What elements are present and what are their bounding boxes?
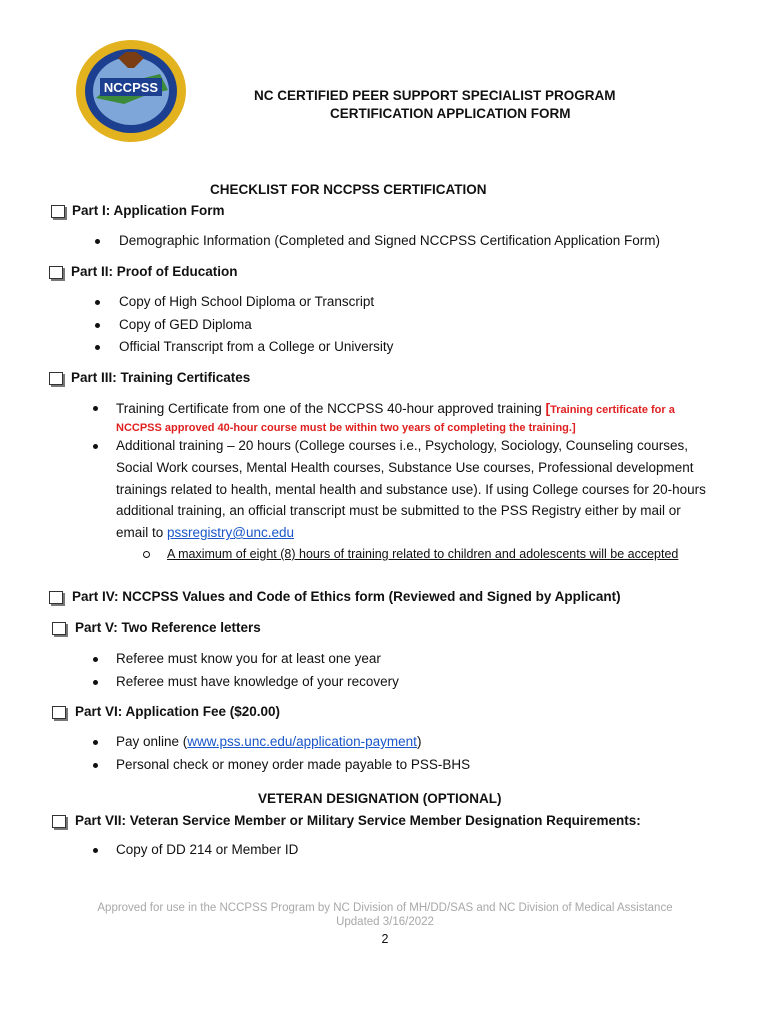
bullet-icon bbox=[93, 444, 98, 449]
part7-title: Part VII: Veteran Service Member or Military Service Member Designation Requirements: bbox=[75, 813, 641, 828]
bullet-icon bbox=[93, 763, 98, 768]
part2-checkbox[interactable] bbox=[49, 266, 63, 279]
part2-bullet: Official Transcript from a College or University bbox=[119, 339, 394, 354]
part3-bullet2-line: trainings related to health, mental health and substance use). If using College courses for 20-hours bbox=[116, 482, 706, 497]
part2-bullet: Copy of High School Diploma or Transcript bbox=[119, 294, 375, 309]
part3-title: Part III: Training Certificates bbox=[71, 370, 251, 385]
part3-bullet2-last: email to pssregistry@unc.edu bbox=[116, 525, 295, 540]
bullet-icon bbox=[95, 323, 100, 328]
part2-bullet: Copy of GED Diploma bbox=[119, 317, 252, 332]
part6-checkbox[interactable] bbox=[52, 706, 66, 719]
part3-bullet1-line1: Training Certificate from one of the NCCPSS 40-hour approved training [Training certificate for a bbox=[116, 400, 675, 416]
bullet-icon bbox=[93, 406, 98, 411]
part5-checkbox[interactable] bbox=[52, 622, 66, 635]
bullet-icon bbox=[93, 740, 98, 745]
nccpss-logo bbox=[74, 38, 188, 144]
part5-bullet: Referee must know you for at least one year bbox=[116, 651, 381, 666]
registry-email-link[interactable]: pssregistry@unc.edu bbox=[167, 525, 295, 540]
sub-bullet-icon bbox=[143, 551, 150, 558]
part1-title: Part I: Application Form bbox=[72, 203, 225, 218]
page-number: 2 bbox=[381, 932, 389, 946]
form-title-line2: CERTIFICATION APPLICATION FORM bbox=[330, 106, 571, 121]
part4-title: Part IV: NCCPSS Values and Code of Ethics form (Reviewed and Signed by Applicant) bbox=[72, 589, 621, 604]
bullet-icon bbox=[93, 848, 98, 853]
bullet-icon bbox=[93, 680, 98, 685]
bullet-icon bbox=[95, 239, 100, 244]
svg-text:NCCPSS: NCCPSS bbox=[103, 80, 159, 95]
part1-bullet: Demographic Information (Completed and Signed NCCPSS Certification Application Form) bbox=[119, 233, 660, 248]
payment-link[interactable]: www.pss.unc.edu/application-payment bbox=[187, 734, 417, 749]
part3-bullet2-line: additional training, an official transcript must be submitted to the PSS Registry either by mail or bbox=[116, 503, 681, 518]
part6-check: Personal check or money order made payable to PSS-BHS bbox=[116, 757, 471, 772]
part6-pay-online: Pay online (www.pss.unc.edu/application-payment) bbox=[116, 734, 422, 749]
part5-bullet: Referee must have knowledge of your recovery bbox=[116, 674, 399, 689]
part7-bullet: Copy of DD 214 or Member ID bbox=[116, 842, 299, 857]
veteran-heading: VETERAN DESIGNATION (OPTIONAL) bbox=[258, 791, 502, 806]
footer-updated: Updated 3/16/2022 bbox=[336, 916, 434, 928]
part3-bullet2-line: Additional training – 20 hours (College courses i.e., Psychology, Sociology, Counseling courses, bbox=[116, 438, 689, 453]
bullet-icon bbox=[93, 657, 98, 662]
footer-approval: Approved for use in the NCCPSS Program by NC Division of MH/DD/SAS and NC Division of Medical Assistance bbox=[97, 902, 673, 914]
checklist-title: CHECKLIST FOR NCCPSS CERTIFICATION bbox=[210, 182, 487, 197]
part1-checkbox[interactable] bbox=[51, 205, 65, 218]
part3-bullet2-line: Social Work courses, Mental Health courses, Substance Use courses, Professional development bbox=[116, 460, 694, 475]
part3-sub-note: A maximum of eight (8) hours of training related to children and adolescents will be accepted bbox=[167, 547, 679, 561]
bullet-icon bbox=[95, 300, 100, 305]
part4-checkbox[interactable] bbox=[49, 591, 63, 604]
part3-checkbox[interactable] bbox=[49, 372, 63, 385]
form-title-line1: NC CERTIFIED PEER SUPPORT SPECIALIST PROGRAM bbox=[254, 88, 616, 103]
part6-title: Part VI: Application Fee ($20.00) bbox=[75, 704, 281, 719]
bullet-icon bbox=[95, 345, 100, 350]
part5-title: Part V: Two Reference letters bbox=[75, 620, 261, 635]
part7-checkbox[interactable] bbox=[52, 815, 66, 828]
part2-title: Part II: Proof of Education bbox=[71, 264, 238, 279]
part3-bullet1-line2: NCCPSS approved 40-hour course must be within two years of completing the training.] bbox=[116, 422, 576, 434]
